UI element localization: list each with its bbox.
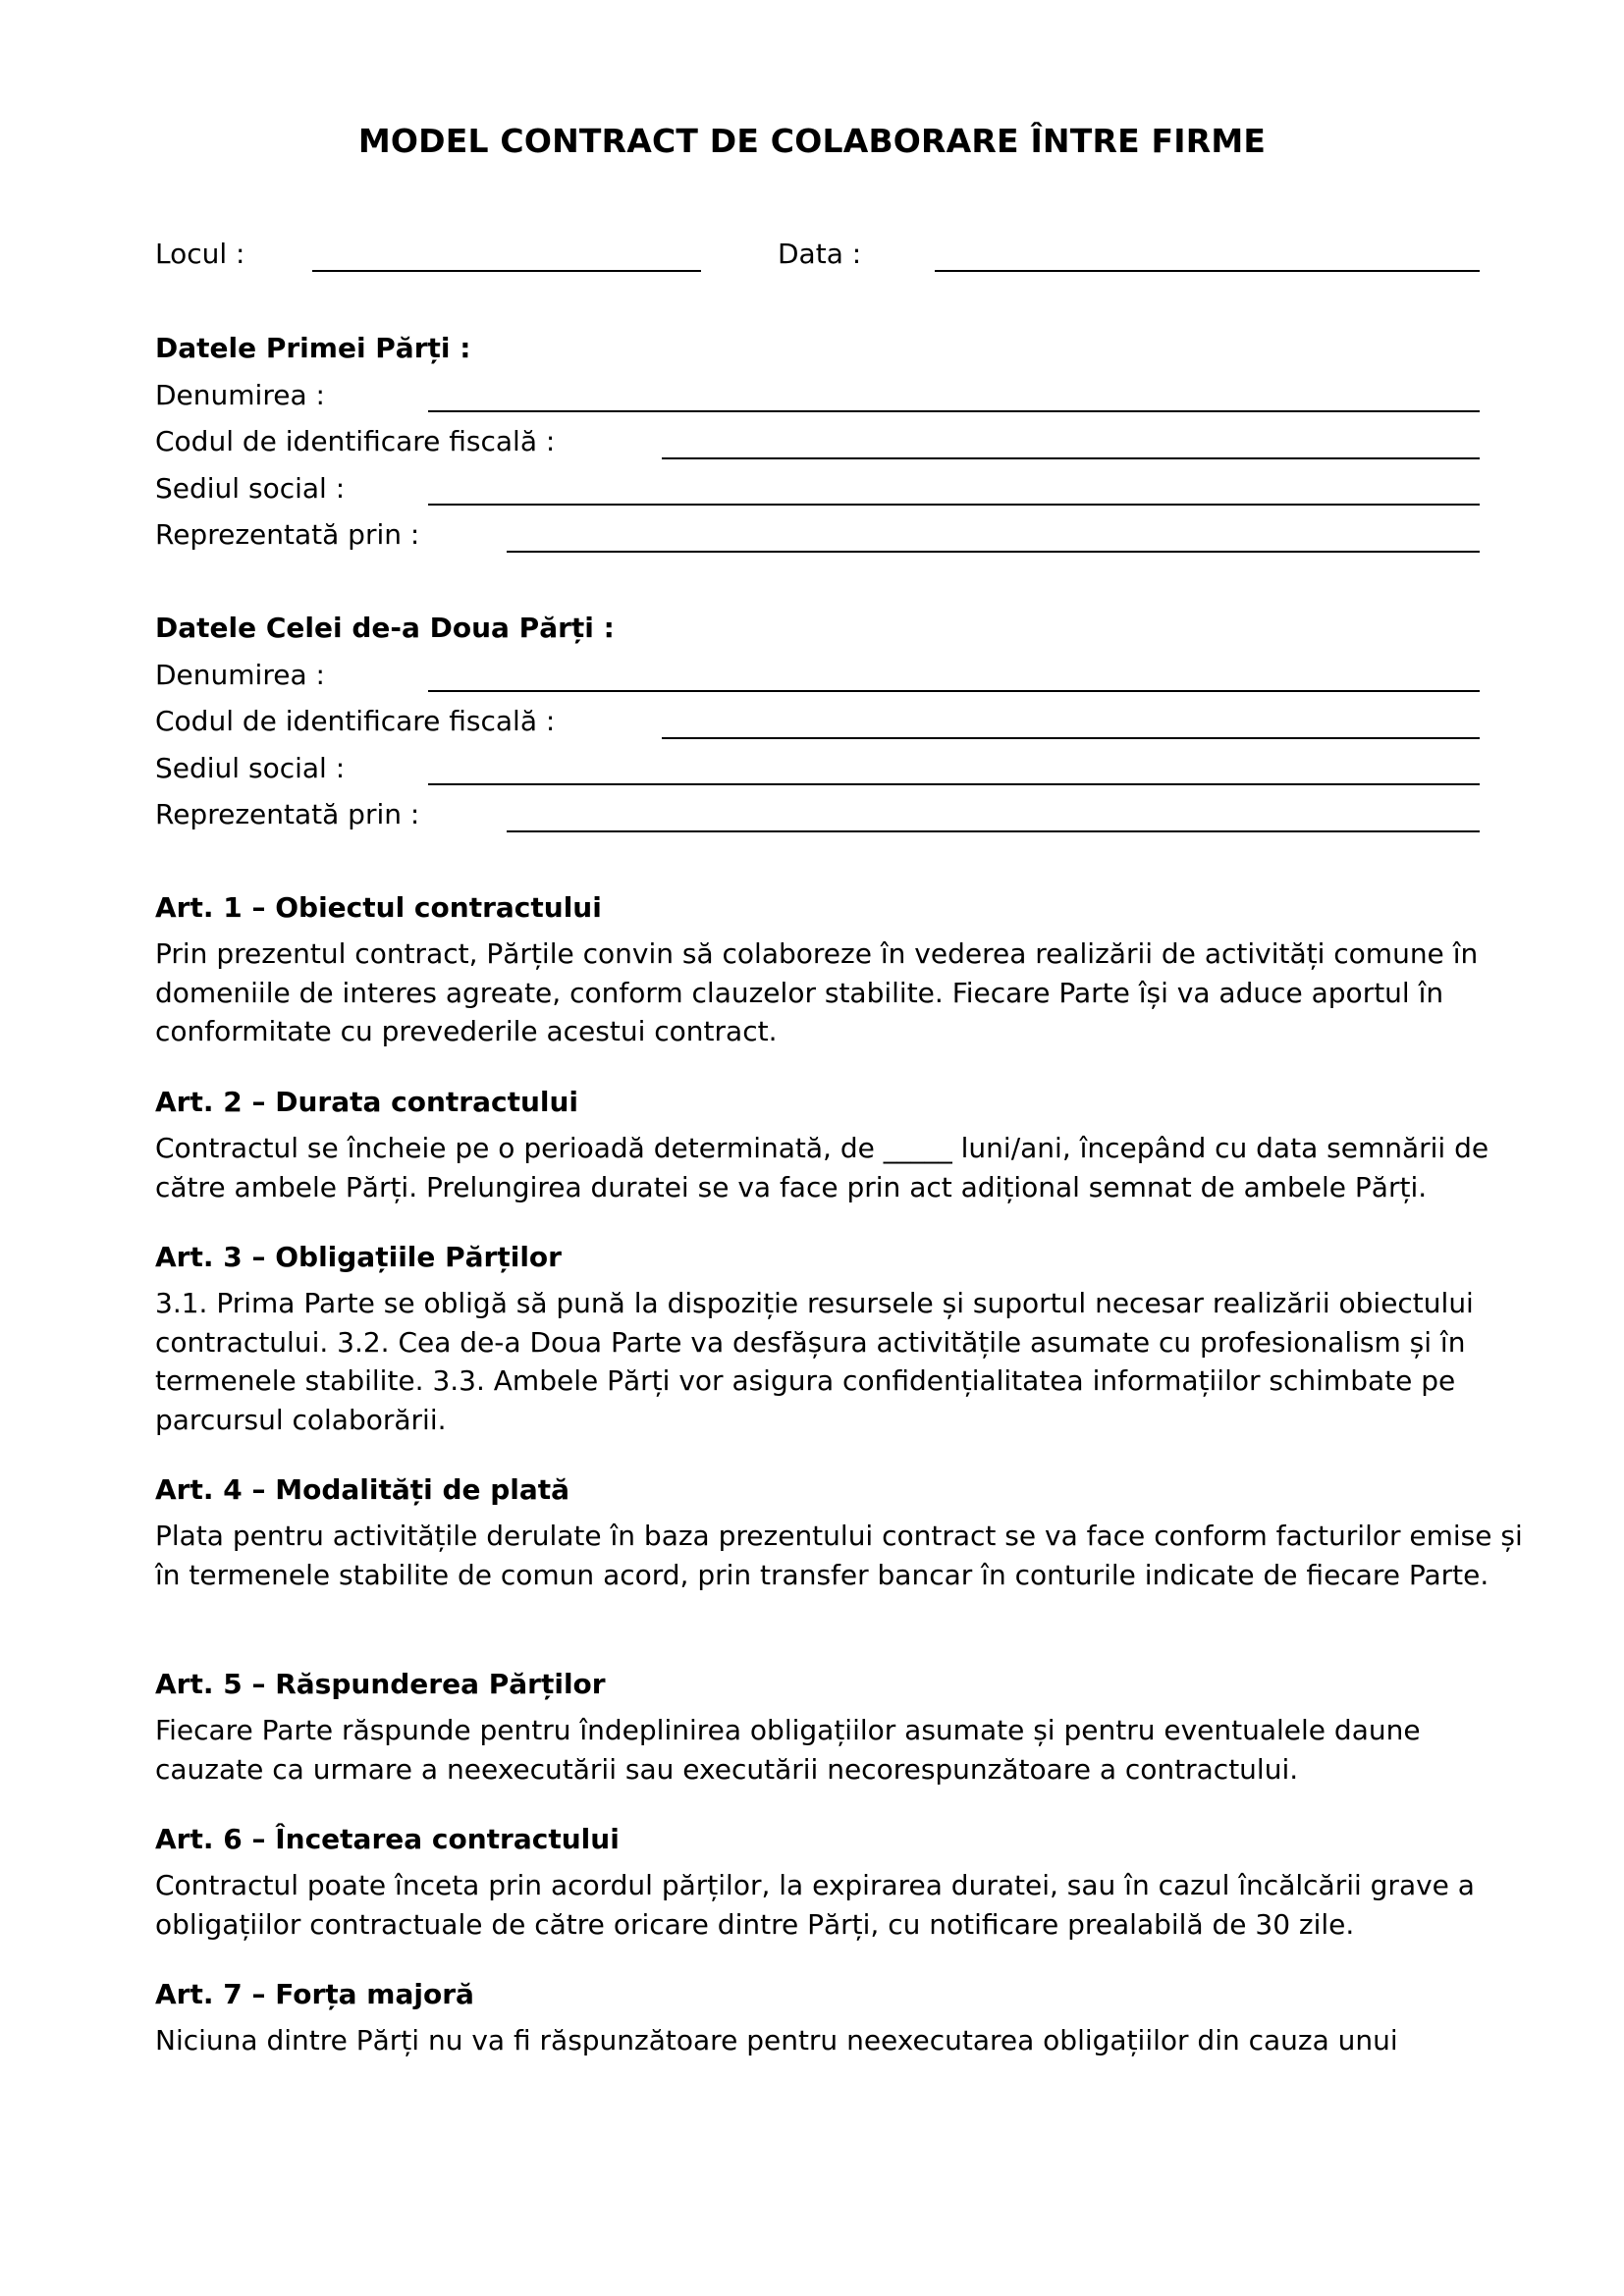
data-field-line[interactable] [935,270,1480,272]
party1-sediu-line[interactable] [428,504,1480,506]
article-2-title: Art. 2 – Durata contractului [155,1086,579,1118]
party2-cif-label: Codul de identificare fiscală : [155,705,556,737]
locul-label: Locul : [155,238,245,270]
article-1-title: Art. 1 – Obiectul contractului [155,891,602,924]
article-1-body: Prin prezentul contract, Părțile convin să colaboreze în vederea realizării de activități comune în domeniile de interes agreate, conform clauzelor stabilite. Fiecare Parte își va aduce aportul în conformitate cu prevederile acestui contract. [155,937,1479,1047]
article-7-body: Niciuna dintre Părți nu va fi răspunzătoare pentru neexecutarea obligațiilor din cauza unui [155,2024,1398,2056]
party2-heading: Datele Celei de-a Doua Părți : [155,612,615,644]
party2-sediu-label: Sediul social : [155,752,346,784]
article-4-body: Plata pentru activitățile derulate în baza prezentului contract se va face conform facturilor emise și în termenele stabilite de comun acord, prin transfer bancar în conturile indicate de fiecare Parte. [155,1520,1523,1591]
article-3-title: Art. 3 – Obligațiile Părților [155,1241,562,1273]
party2-reprezentata-line[interactable] [507,830,1480,832]
article-5-body: Fiecare Parte răspunde pentru îndeplinirea obligațiilor asumate și pentru eventualele daune cauzate ca urmare a neexecutării sau executării necorespunzătoare a contractului. [155,1714,1421,1786]
document-title: MODEL CONTRACT DE COLABORARE ÎNTRE FIRME [357,122,1267,160]
party2-denumirea-line[interactable] [428,690,1480,692]
article-5-title: Art. 5 – Răspunderea Părților [155,1668,606,1700]
party1-cif-label: Codul de identificare fiscală : [155,425,556,457]
article-3-body: 3.1. Prima Parte se obligă să pună la dispoziție resursele și suportul necesar realizării obiectului contractului. 3.2. Cea de-a Doua Parte va desfășura activitățile asumate cu profesionalism și în termenele stabilite. 3.3. Ambele Părți vor asigura confidențialitatea informațiilor schimbate pe parcursul colaborării. [155,1287,1474,1436]
party1-reprezentata-label: Reprezentată prin : [155,518,420,551]
party1-denumirea-label: Denumirea : [155,379,325,411]
party1-reprezentata-line[interactable] [507,551,1480,553]
party1-cif-line[interactable] [662,457,1480,459]
article-6-title: Art. 6 – Încetarea contractului [155,1823,620,1855]
data-label: Data : [778,238,862,270]
party1-sediu-label: Sediul social : [155,472,346,505]
article-4-title: Art. 4 – Modalități de plată [155,1473,570,1506]
locul-field-line[interactable] [312,270,701,272]
party2-cif-line[interactable] [662,737,1480,739]
article-7-title: Art. 7 – Forța majoră [155,1978,474,2010]
article-2-body: Contractul se încheie pe o perioadă determinată, de _____ luni/ani, începând cu data semnării de către ambele Părți. Prelungirea duratei se va face prin act adițional semnat de ambele Părți. [155,1132,1489,1203]
party1-denumirea-line[interactable] [428,410,1480,412]
party1-heading: Datele Primei Părți : [155,332,471,364]
party2-denumirea-label: Denumirea : [155,659,325,691]
article-6-body: Contractul poate înceta prin acordul părților, la expirarea duratei, sau în cazul încălcării grave a obligațiilor contractuale de către oricare dintre Părți, cu notificare prealabilă de 30 zile. [155,1869,1475,1941]
party2-sediu-line[interactable] [428,783,1480,785]
party2-reprezentata-label: Reprezentată prin : [155,798,420,830]
